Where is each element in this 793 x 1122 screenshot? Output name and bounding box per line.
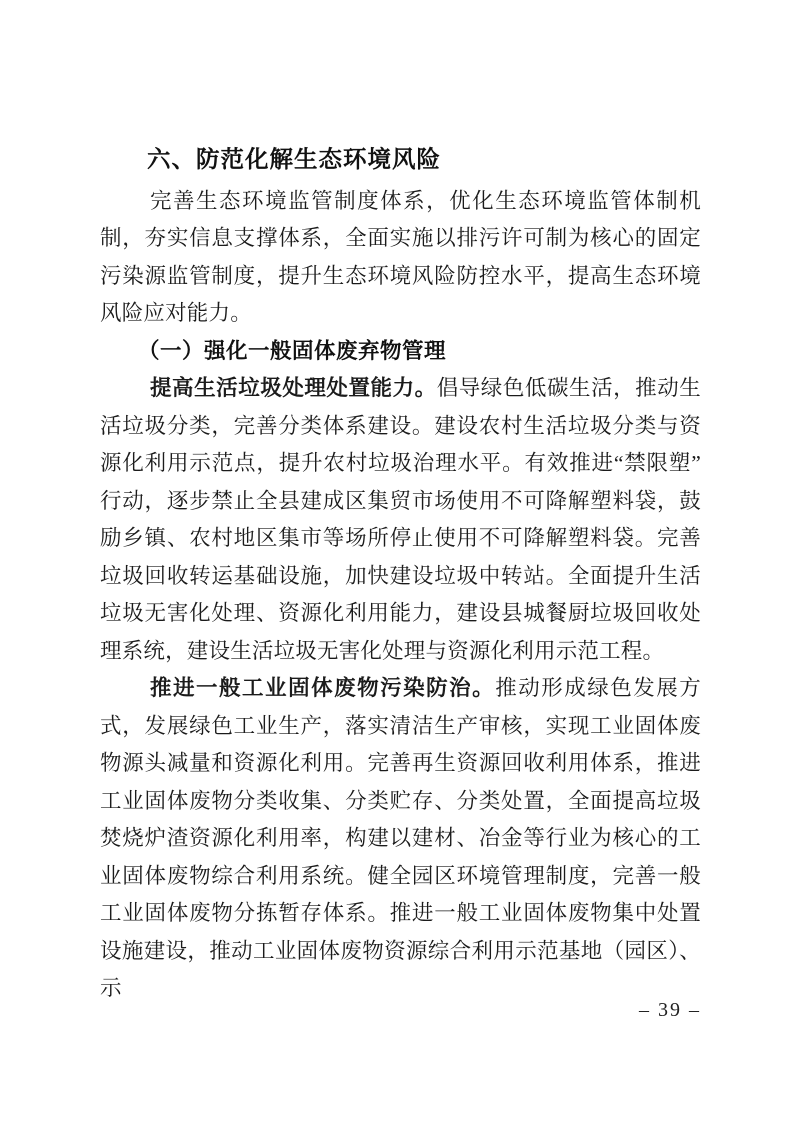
page-number: – 39 – [639, 999, 701, 1021]
chapter-heading: 六、防范化解生态环境风险 [147, 146, 441, 172]
paragraph-industrial-waste [100, 670, 701, 1008]
section-heading: （一）强化一般固体废弃物管理 [138, 338, 447, 363]
paragraph-lead: 提高生活垃圾处理处置能力。 [150, 376, 437, 400]
intro-paragraph: 完善生态环境监管制度体系，优化生态环境监管体制机制，夯实信息支撑体系，全面实施以排污许可制为核心的固定污染源监管制度，提升生态环境风险防控水平，提高生态环境风险应对能力。 [100, 188, 701, 325]
paragraph-lead: 推进一般工业固体废物污染防治。 [150, 676, 496, 700]
paragraph-text: 倡导绿色低碳生活，推动生活垃圾分类，完善分类体系建设。建设农村生活垃圾分类与资源化利用示范点，提升农村垃圾治理水平。有效推进“禁限塑”行动，逐步禁止全县建成区集贸市场使用不可降解塑料袋，鼓励乡镇、农村地区集市等场所停止使用不可降解塑料袋。完善垃圾回收转运基础设施，加快建设垃圾中转站。全面提升生活垃圾无害化处理、资源化利用能力，建设县城餐厨垃圾回收处理系统，建设生活垃圾无害化处理与资源化利用示范工程。 [100, 376, 701, 663]
page-content [100, 141, 701, 1008]
paragraph-household-waste [100, 370, 701, 670]
paragraph-text: 推动形成绿色发展方式，发展绿色工业生产，落实清洁生产审核，实现工业固体废物源头减量和资源化利用。完善再生资源回收利用体系，推进工业固体废物分类收集、分类贮存、分类处置，全面提高垃圾焚烧炉渣资源化利用率，构建以建材、冶金等行业为核心的工业固体废物综合利用系统。健全园区环境管理制度，完善一般工业固体废物分拣暂存体系。推进一般工业固体废物集中处置设施建设，推动工业固体废物资源综合利用示范基地（园区）、示 [100, 676, 701, 1000]
